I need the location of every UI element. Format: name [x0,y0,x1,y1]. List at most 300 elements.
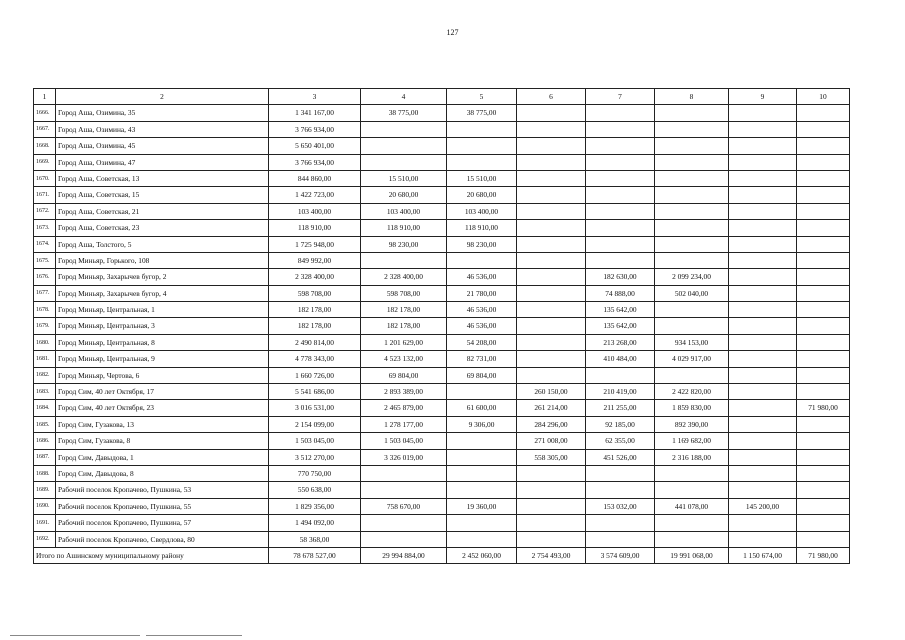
amount-cell [361,138,447,154]
amount-cell [361,515,447,531]
amount-cell: 2 465 879,00 [361,400,447,416]
amount-cell [447,465,517,481]
amount-cell [586,465,655,481]
address-cell: Город Сим, Гузакова, 8 [56,433,269,449]
amount-cell: 550 638,00 [269,482,361,498]
amount-cell [517,334,586,350]
total-row [34,547,850,563]
amount-cell [586,105,655,121]
amount-cell: 261 214,00 [517,400,586,416]
address-cell: Город Аша, Озимина, 47 [56,154,269,170]
column-header: 3 [269,89,361,105]
amount-cell: 21 780,00 [447,285,517,301]
amount-cell [797,482,850,498]
amount-cell: 598 708,00 [269,285,361,301]
amount-cell [361,482,447,498]
amount-cell [797,187,850,203]
amount-cell [447,138,517,154]
amount-cell [729,367,797,383]
amount-cell [729,285,797,301]
row-number: 1674. [34,236,56,252]
footer-rule [146,635,242,636]
table-row [34,318,850,334]
column-header: 6 [517,89,586,105]
amount-cell: 410 484,00 [586,351,655,367]
amount-cell: 1 725 948,00 [269,236,361,252]
amount-cell: 1 494 092,00 [269,515,361,531]
amount-cell: 38 775,00 [447,105,517,121]
table-row [34,302,850,318]
amount-cell [797,531,850,547]
amount-cell: 61 600,00 [447,400,517,416]
amount-cell: 3 016 531,00 [269,400,361,416]
amount-cell [797,433,850,449]
amount-cell: 20 680,00 [361,187,447,203]
address-cell: Город Аша, Озимина, 35 [56,105,269,121]
amount-cell [729,203,797,219]
amount-cell [586,170,655,186]
row-number: 1680. [34,334,56,350]
column-header: 7 [586,89,655,105]
row-number: 1691. [34,515,56,531]
address-cell: Город Миньяр, Центральная, 8 [56,334,269,350]
amount-cell [655,236,729,252]
amount-cell [655,252,729,268]
amount-cell [729,449,797,465]
amount-cell [447,121,517,137]
amount-cell: 284 296,00 [517,416,586,432]
amount-cell: 103 400,00 [361,203,447,219]
amount-cell [517,105,586,121]
total-amount-cell: 1 150 674,00 [729,547,797,563]
address-cell: Город Сим, Давыдова, 1 [56,449,269,465]
table-body [34,89,850,564]
table-row [34,498,850,514]
amount-cell: 2 316 188,00 [655,449,729,465]
amount-cell [797,515,850,531]
address-cell: Город Аша, Советская, 13 [56,170,269,186]
amount-cell [655,367,729,383]
amount-cell [517,252,586,268]
amount-cell [797,285,850,301]
table-row [34,433,850,449]
address-cell: Город Сим, 40 лет Октября, 17 [56,384,269,400]
amount-cell: 3 326 019,00 [361,449,447,465]
address-cell: Город Миньяр, Чертова, 6 [56,367,269,383]
address-cell: Город Аша, Советская, 21 [56,203,269,219]
amount-cell: 5 541 686,00 [269,384,361,400]
amount-cell [517,154,586,170]
address-cell: Город Миньяр, Захарычев бугор, 2 [56,269,269,285]
address-cell: Рабочий поселок Кропачево, Пушкина, 53 [56,482,269,498]
header-row [34,89,850,105]
amount-cell [517,121,586,137]
amount-cell [729,531,797,547]
row-number: 1687. [34,449,56,465]
row-number: 1668. [34,138,56,154]
amount-cell [797,384,850,400]
amount-cell [517,236,586,252]
amount-cell: 145 200,00 [729,498,797,514]
amount-cell: 182 178,00 [361,302,447,318]
row-number: 1675. [34,252,56,268]
amount-cell: 98 230,00 [447,236,517,252]
amount-cell: 1 201 629,00 [361,334,447,350]
amount-cell [797,203,850,219]
amount-cell: 1 169 682,00 [655,433,729,449]
table-row [34,170,850,186]
address-cell: Город Аша, Озимина, 45 [56,138,269,154]
row-number: 1684. [34,400,56,416]
table-row [34,220,850,236]
amount-cell [729,170,797,186]
row-number: 1678. [34,302,56,318]
amount-cell [517,138,586,154]
amount-cell [517,482,586,498]
amount-cell [655,220,729,236]
amount-cell [517,187,586,203]
amount-cell [361,531,447,547]
amount-cell: 271 008,00 [517,433,586,449]
amount-cell: 849 992,00 [269,252,361,268]
amount-cell: 441 078,00 [655,498,729,514]
amount-cell [655,187,729,203]
amount-cell: 58 368,00 [269,531,361,547]
column-header: 1 [34,89,56,105]
amount-cell: 1 829 356,00 [269,498,361,514]
table-row [34,138,850,154]
amount-cell [797,105,850,121]
amount-cell [655,482,729,498]
amount-cell: 54 208,00 [447,334,517,350]
amount-cell: 770 750,00 [269,465,361,481]
amount-cell: 103 400,00 [447,203,517,219]
row-number: 1685. [34,416,56,432]
amount-cell: 844 860,00 [269,170,361,186]
amount-cell [586,236,655,252]
table-row [34,121,850,137]
amount-cell: 2 422 820,00 [655,384,729,400]
amount-cell [797,318,850,334]
amount-cell: 3 766 934,00 [269,154,361,170]
row-number: 1676. [34,269,56,285]
amount-cell: 46 536,00 [447,318,517,334]
row-number: 1682. [34,367,56,383]
amount-cell [729,400,797,416]
amount-cell [797,121,850,137]
column-header: 5 [447,89,517,105]
table-row [34,334,850,350]
amount-cell [797,220,850,236]
amount-cell [517,285,586,301]
amount-cell [517,367,586,383]
amount-cell [655,105,729,121]
amount-cell: 2 154 099,00 [269,416,361,432]
amount-cell: 46 536,00 [447,302,517,318]
amount-cell [517,531,586,547]
amount-cell: 153 032,00 [586,498,655,514]
amount-cell [729,318,797,334]
amount-cell: 135 642,00 [586,302,655,318]
amount-cell: 5 650 401,00 [269,138,361,154]
table-row [34,465,850,481]
amount-cell [729,465,797,481]
amount-cell [586,138,655,154]
amount-cell [447,384,517,400]
amount-cell: 1 859 830,00 [655,400,729,416]
amount-cell: 2 328 400,00 [361,269,447,285]
amount-cell: 213 268,00 [586,334,655,350]
amount-cell: 3 512 270,00 [269,449,361,465]
amount-cell [797,351,850,367]
address-cell: Рабочий поселок Кропачево, Пушкина, 55 [56,498,269,514]
amount-cell [586,121,655,137]
row-number: 1689. [34,482,56,498]
amount-cell [797,252,850,268]
address-cell: Город Миньяр, Центральная, 3 [56,318,269,334]
amount-cell [797,465,850,481]
address-cell: Рабочий поселок Кропачево, Свердлова, 80 [56,531,269,547]
amount-cell [729,236,797,252]
column-header: 4 [361,89,447,105]
amount-cell: 182 178,00 [269,318,361,334]
amount-cell [447,515,517,531]
amount-cell [797,449,850,465]
amount-cell: 211 255,00 [586,400,655,416]
row-number: 1670. [34,170,56,186]
amount-cell: 3 766 934,00 [269,121,361,137]
amount-cell [517,220,586,236]
row-number: 1679. [34,318,56,334]
amount-cell: 103 400,00 [269,203,361,219]
footer-rule [10,635,140,636]
amount-cell [586,154,655,170]
amount-cell [729,138,797,154]
amount-cell: 118 910,00 [361,220,447,236]
amount-cell [797,138,850,154]
amount-cell [586,220,655,236]
column-header: 10 [797,89,850,105]
row-number: 1692. [34,531,56,547]
amount-cell [797,367,850,383]
amount-cell [586,531,655,547]
amount-cell [447,252,517,268]
row-number: 1673. [34,220,56,236]
amount-cell [586,515,655,531]
address-cell: Город Аша, Толстого, 5 [56,236,269,252]
total-amount-cell: 3 574 609,00 [586,547,655,563]
column-header: 2 [56,89,269,105]
table-row [34,400,850,416]
address-cell: Город Сим, Давыдова, 8 [56,465,269,481]
column-header: 8 [655,89,729,105]
amount-cell: 4 029 917,00 [655,351,729,367]
amount-cell: 1 278 177,00 [361,416,447,432]
amount-cell: 182 178,00 [269,302,361,318]
amount-cell [655,138,729,154]
total-amount-cell: 19 991 068,00 [655,547,729,563]
amount-cell: 502 040,00 [655,285,729,301]
amount-cell: 62 355,00 [586,433,655,449]
amount-cell [729,334,797,350]
amount-cell: 451 526,00 [586,449,655,465]
amount-cell: 38 775,00 [361,105,447,121]
amount-cell: 82 731,00 [447,351,517,367]
amount-cell [586,187,655,203]
table-row [34,351,850,367]
address-cell: Город Миньяр, Захарычев бугор, 4 [56,285,269,301]
amount-cell: 758 670,00 [361,498,447,514]
amount-cell: 4 523 132,00 [361,351,447,367]
table-row [34,531,850,547]
page-number: 127 [446,28,459,37]
amount-cell [655,531,729,547]
address-cell: Город Миньяр, Центральная, 9 [56,351,269,367]
amount-cell [447,482,517,498]
address-cell: Рабочий поселок Кропачево, Пушкина, 57 [56,515,269,531]
amount-cell [797,334,850,350]
amount-cell [729,482,797,498]
address-cell: Город Миньяр, Центральная, 1 [56,302,269,318]
table-row [34,384,850,400]
amount-cell [729,105,797,121]
amount-cell: 182 630,00 [586,269,655,285]
amount-cell [517,302,586,318]
amount-cell [655,465,729,481]
table-row [34,416,850,432]
amount-cell: 2 328 400,00 [269,269,361,285]
row-number: 1672. [34,203,56,219]
total-amount-cell: 2 754 493,00 [517,547,586,563]
amount-cell: 260 150,00 [517,384,586,400]
address-cell: Город Миньяр, Горького, 108 [56,252,269,268]
amount-cell [447,433,517,449]
amount-cell [729,384,797,400]
total-amount-cell: 29 994 884,00 [361,547,447,563]
amount-cell: 2 490 814,00 [269,334,361,350]
row-number: 1681. [34,351,56,367]
amount-cell [797,236,850,252]
amount-cell [517,170,586,186]
amount-cell: 118 910,00 [447,220,517,236]
amount-cell: 92 185,00 [586,416,655,432]
row-number: 1666. [34,105,56,121]
amount-cell [797,416,850,432]
amount-cell [517,203,586,219]
amount-cell [517,318,586,334]
amount-cell: 2 893 389,00 [361,384,447,400]
amount-cell [729,302,797,318]
amount-cell [797,302,850,318]
amount-cell [797,170,850,186]
amount-cell: 934 153,00 [655,334,729,350]
amount-cell: 598 708,00 [361,285,447,301]
amount-cell [729,269,797,285]
amount-cell [517,465,586,481]
address-cell: Город Сим, 40 лет Октября, 23 [56,400,269,416]
column-header: 9 [729,89,797,105]
address-cell: Город Сим, Гузакова, 13 [56,416,269,432]
row-number: 1688. [34,465,56,481]
amount-cell [586,367,655,383]
amount-cell: 1 422 723,00 [269,187,361,203]
table-row [34,252,850,268]
table-row [34,203,850,219]
table-row [34,154,850,170]
amount-cell: 98 230,00 [361,236,447,252]
address-cell: Город Аша, Озимина, 43 [56,121,269,137]
amount-cell: 118 910,00 [269,220,361,236]
amount-cell: 9 306,00 [447,416,517,432]
amount-cell [797,154,850,170]
amount-cell [517,515,586,531]
amount-cell [655,121,729,137]
table-row [34,187,850,203]
amount-cell: 2 099 234,00 [655,269,729,285]
table-row [34,449,850,465]
amount-cell: 1 660 726,00 [269,367,361,383]
amount-cell: 15 510,00 [361,170,447,186]
amount-cell [447,531,517,547]
row-number: 1690. [34,498,56,514]
row-number: 1669. [34,154,56,170]
address-cell: Город Аша, Советская, 23 [56,220,269,236]
amount-cell [517,351,586,367]
amount-cell: 46 536,00 [447,269,517,285]
amount-cell: 19 360,00 [447,498,517,514]
amount-cell: 182 178,00 [361,318,447,334]
table-row [34,285,850,301]
amount-cell [361,465,447,481]
amount-cell: 1 503 045,00 [361,433,447,449]
table-row [34,367,850,383]
amount-cell: 892 390,00 [655,416,729,432]
amount-cell [655,515,729,531]
amount-cell [729,416,797,432]
total-amount-cell: 78 678 527,00 [269,547,361,563]
amount-cell: 20 680,00 [447,187,517,203]
table-row [34,515,850,531]
amount-cell [361,252,447,268]
amount-cell [586,252,655,268]
row-number: 1671. [34,187,56,203]
amount-cell [655,318,729,334]
register-table [33,88,850,564]
amount-cell: 210 419,00 [586,384,655,400]
amount-cell [729,121,797,137]
total-amount-cell: 71 980,00 [797,547,850,563]
row-number: 1667. [34,121,56,137]
amount-cell [729,515,797,531]
amount-cell: 135 642,00 [586,318,655,334]
address-cell: Город Аша, Советская, 15 [56,187,269,203]
amount-cell: 558 305,00 [517,449,586,465]
amount-cell [517,269,586,285]
amount-cell [655,203,729,219]
table-row [34,269,850,285]
table-row [34,105,850,121]
amount-cell [586,203,655,219]
table-row [34,482,850,498]
amount-cell [729,154,797,170]
amount-cell [729,252,797,268]
amount-cell: 4 778 343,00 [269,351,361,367]
amount-cell: 71 980,00 [797,400,850,416]
amount-cell [361,121,447,137]
row-number: 1686. [34,433,56,449]
amount-cell [447,449,517,465]
amount-cell: 69 804,00 [361,367,447,383]
